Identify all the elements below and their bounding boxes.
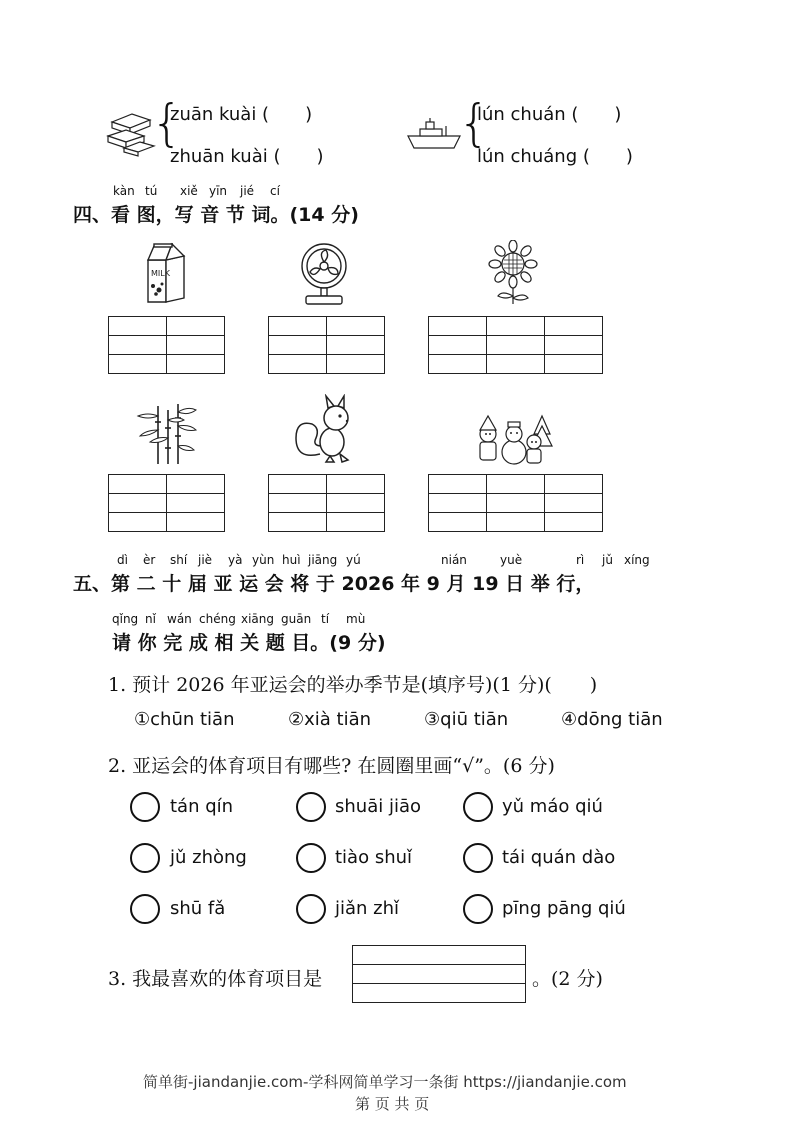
pinyin-yun: yùn	[252, 553, 275, 567]
q3-suffix: 。(2 分)	[532, 968, 603, 990]
pinyin-yin: yīn	[209, 184, 228, 198]
answer-grid-bamboo[interactable]	[108, 474, 225, 532]
brace-left: {	[151, 94, 183, 152]
sport-item-5: tiào shuǐ	[335, 847, 413, 868]
pinyin-hui: huì	[282, 553, 301, 567]
answer-grid-milk[interactable]	[108, 316, 225, 374]
q1-option-summer[interactable]: ②xià tiān	[288, 709, 372, 730]
pinyin-ri: rì	[576, 553, 585, 567]
pinyin-ci: cí	[270, 184, 280, 198]
pinyin-xie: xiě	[180, 184, 198, 198]
sport-item-2: shuāi jiāo	[335, 796, 421, 817]
q3-answer-box[interactable]	[352, 945, 526, 1003]
pinyin-xing: xíng	[624, 553, 650, 567]
check-circle-2[interactable]	[296, 792, 326, 822]
check-circle-3[interactable]	[463, 792, 493, 822]
q1-option-autumn[interactable]: ③qiū tiān	[424, 709, 509, 730]
ship-image	[406, 118, 462, 152]
pinyin-ya: yà	[228, 553, 243, 567]
pinyin-cheng: chéng	[199, 612, 236, 626]
bricks-image	[104, 106, 156, 158]
check-circle-6[interactable]	[463, 843, 493, 873]
check-circle-8[interactable]	[296, 894, 326, 924]
left-option-2[interactable]: zhuān kuài ( )	[170, 146, 324, 167]
q1-option-winter[interactable]: ④dōng tiān	[561, 709, 663, 730]
left-option-1[interactable]: zuān kuài ( )	[170, 104, 313, 125]
fan-image	[298, 242, 350, 306]
sport-item-6: tái quán dào	[502, 847, 616, 868]
squirrel-image	[292, 394, 356, 464]
pinyin-shi: shí	[170, 553, 188, 567]
section5-heading-line1: 五、第 二 十 届 亚 运 会 将 于 2026 年 9 月 19 日 举 行，	[73, 573, 595, 595]
pinyin-ti: tí	[321, 612, 330, 626]
pinyin-mu: mù	[346, 612, 366, 626]
pinyin-jie2: jiè	[198, 553, 213, 567]
answer-grid-fan[interactable]	[268, 316, 385, 374]
sport-item-4: jǔ zhòng	[170, 847, 247, 868]
pinyin-qing: qǐng	[112, 612, 139, 626]
sport-item-9: pīng pāng qiú	[502, 898, 626, 919]
pinyin-yu: yú	[346, 553, 361, 567]
right-option-2[interactable]: lún chuáng ( )	[477, 146, 633, 167]
right-option-1[interactable]: lún chuán ( )	[477, 104, 622, 125]
answer-grid-sunflower[interactable]	[428, 316, 603, 374]
check-circle-1[interactable]	[130, 792, 160, 822]
section4-heading: 四、看 图，写 音 节 词。(14 分)	[73, 204, 359, 226]
pinyin-di: dì	[117, 553, 128, 567]
pinyin-er: èr	[143, 553, 156, 567]
sunflower-image	[488, 240, 538, 306]
pinyin-nian: nián	[441, 553, 467, 567]
pinyin-ju: jǔ	[602, 553, 613, 567]
section5-heading-line2: 请 你 完 成 相 关 题 目。(9 分)	[112, 632, 386, 654]
footer-page: 第 页 共 页	[355, 1095, 430, 1113]
bamboo-image	[134, 402, 198, 466]
check-circle-9[interactable]	[463, 894, 493, 924]
q2-text: 2. 亚运会的体育项目有哪些? 在圆圈里画“√”。(6 分)	[108, 755, 555, 777]
check-circle-7[interactable]	[130, 894, 160, 924]
brace-right: {	[458, 94, 490, 152]
q1-option-spring[interactable]: ①chūn tiān	[134, 709, 235, 730]
pinyin-yue: yuè	[500, 553, 523, 567]
sport-item-3: yǔ máo qiú	[502, 796, 603, 817]
answer-grid-snowman[interactable]	[428, 474, 603, 532]
snowman-kids-image	[472, 412, 556, 466]
pinyin-tu: tú	[145, 184, 158, 198]
pinyin-kan: kàn	[113, 184, 135, 198]
answer-grid-squirrel[interactable]	[268, 474, 385, 532]
pinyin-guan: guān	[281, 612, 312, 626]
footer-source: 简单街-jiandanjie.com-学科网简单学习一条街 https://jiandanjie.com	[143, 1073, 627, 1091]
pinyin-jiang: jiāng	[308, 553, 338, 567]
milk-carton-image	[144, 242, 188, 304]
pinyin-ni: nǐ	[145, 612, 156, 626]
sport-item-8: jiǎn zhǐ	[335, 898, 400, 919]
pinyin-wan: wán	[167, 612, 192, 626]
q1-text: 1. 预计 2026 年亚运会的举办季节是(填序号)(1 分)( )	[108, 674, 598, 696]
pinyin-jie: jié	[240, 184, 255, 198]
check-circle-4[interactable]	[130, 843, 160, 873]
sport-item-7: shū fǎ	[170, 898, 226, 919]
check-circle-5[interactable]	[296, 843, 326, 873]
pinyin-xiang: xiāng	[241, 612, 275, 626]
sport-item-1: tán qín	[170, 796, 234, 817]
q3-text: 3. 我最喜欢的体育项目是	[108, 968, 323, 990]
svg-text:MILK: MILK	[151, 269, 170, 278]
